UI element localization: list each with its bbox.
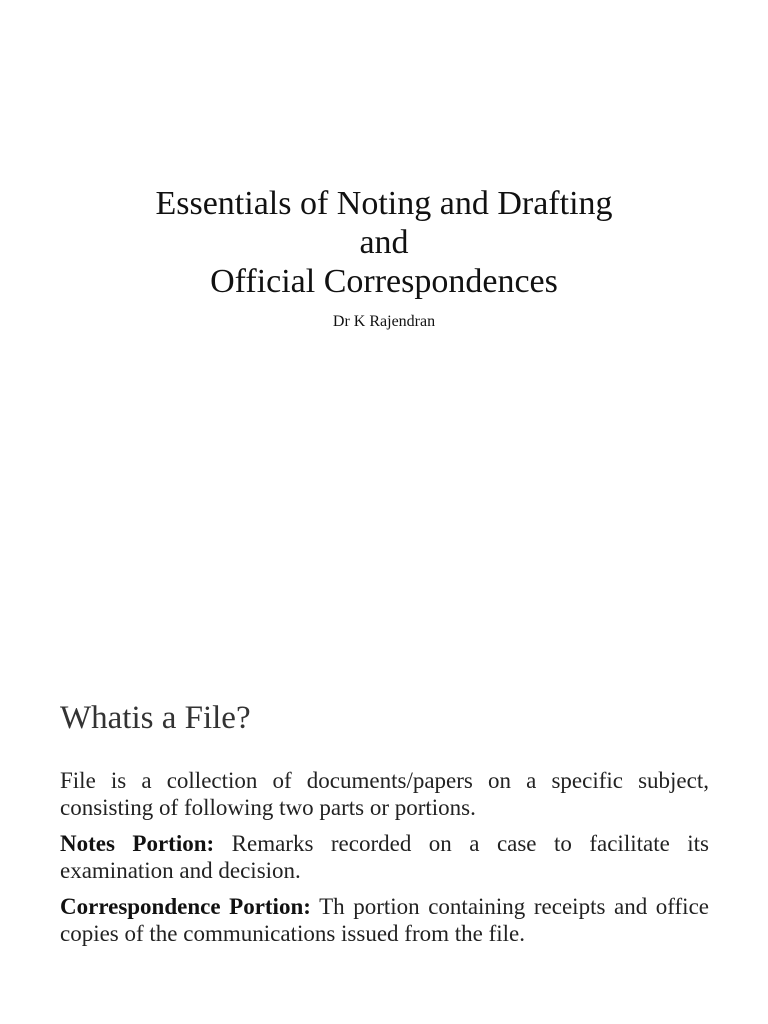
slide-body [60, 767, 709, 956]
title-line-3: Official Correspondences [210, 263, 558, 300]
paragraph-correspondence-portion [60, 893, 709, 947]
title-line-2: and [359, 224, 409, 261]
slide-title [0, 184, 768, 301]
paragraph-text: File is a collection of documents/papers on a specific subject, consisting of following two parts or portions. [60, 768, 709, 820]
paragraph-text: Th portion containing receipts and office copies of the communications issued from the file. [60, 894, 709, 946]
author-name: Dr K Rajendran [332, 313, 436, 330]
paragraph-file-definition [60, 767, 709, 821]
slide-heading: Whatis a File? [60, 700, 251, 736]
paragraph-text: Remarks recorded on a case to facilitate its examination and decision. [60, 831, 710, 883]
title-line-1: Essentials of Noting and Drafting [155, 185, 613, 222]
paragraph-notes-portion [60, 830, 709, 884]
paragraph-lead: Correspondence Portion: [60, 894, 311, 919]
paragraph-lead: Notes Portion: [60, 831, 215, 856]
content-slide [0, 640, 768, 1024]
